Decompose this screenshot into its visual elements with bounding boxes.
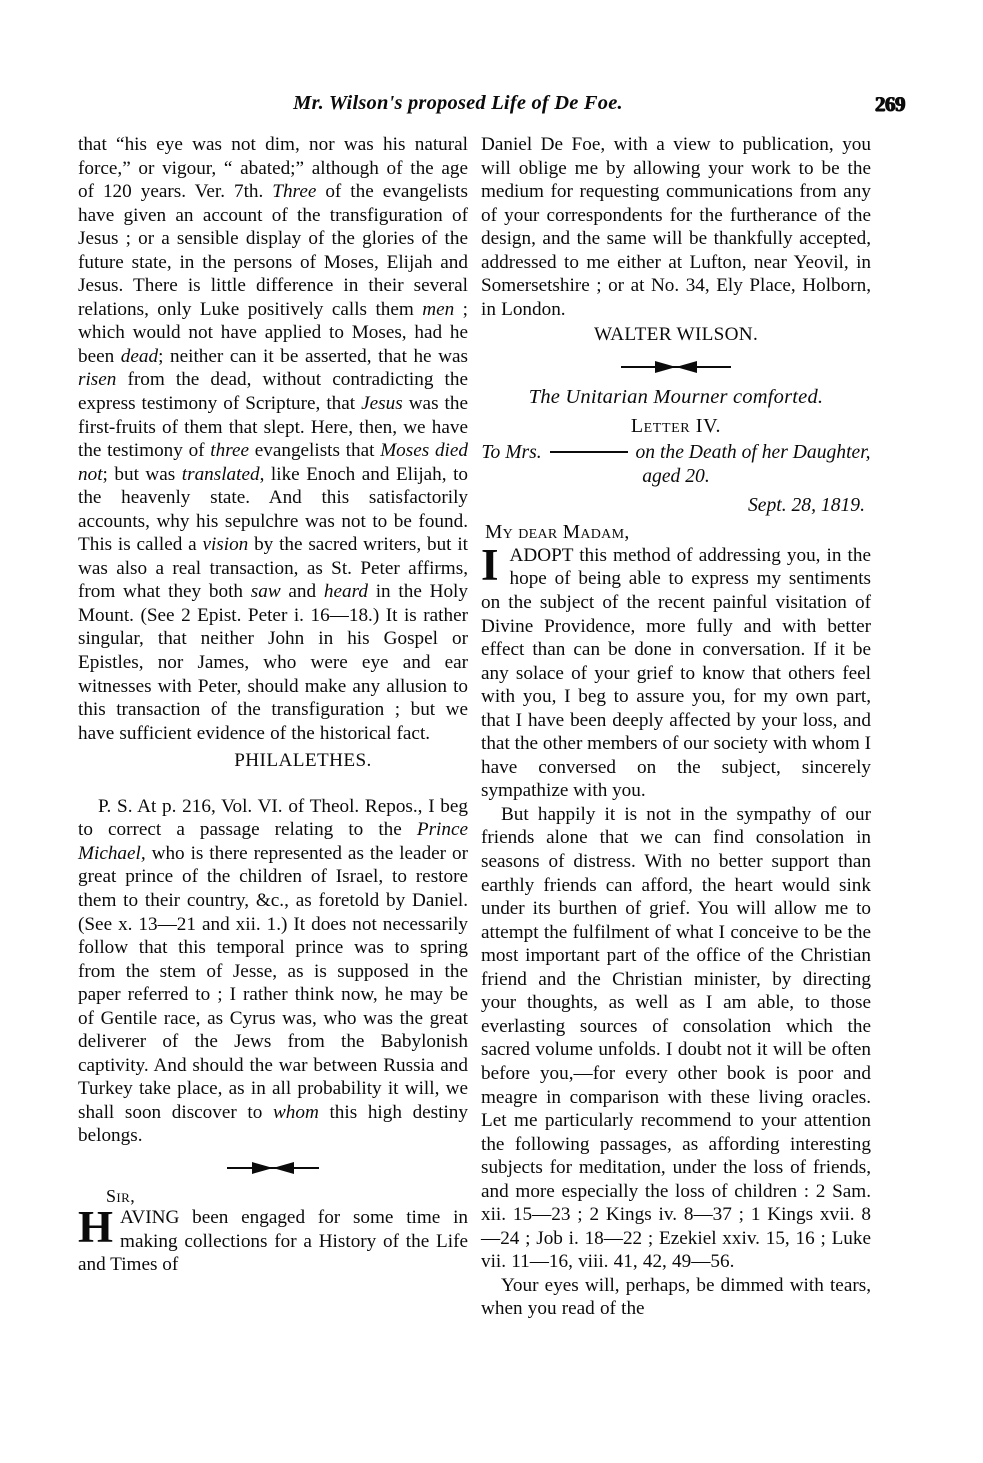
new-letter-caps: AVING xyxy=(120,1206,180,1228)
ps-italic-whom: whom xyxy=(272,1101,319,1123)
left-italic-vision: vision xyxy=(202,534,249,556)
left-text-k: and xyxy=(280,581,324,603)
article-title: The Unitarian Mourner comforted. xyxy=(528,385,824,408)
left-italic-jesus: Jesus xyxy=(361,393,403,415)
letter-number xyxy=(481,414,871,438)
page-number: 269 xyxy=(875,92,905,116)
divider-lozenge-right xyxy=(273,1162,294,1174)
running-head xyxy=(78,92,905,122)
sir-text: Sir, xyxy=(106,1185,136,1206)
left-italic-men: men xyxy=(422,298,455,320)
left-italic-heard: heard xyxy=(323,581,368,603)
addressee-line xyxy=(481,441,871,490)
left-italic-dead: dead xyxy=(120,345,159,367)
left-text-f: was the first-fruits of them that slept. Here, then, we have the testimony of xyxy=(78,393,468,462)
left-italic-three-2: three xyxy=(210,440,249,462)
new-letter-opening-paragraph xyxy=(78,1201,468,1277)
drop-cap-i: I xyxy=(481,539,499,590)
letter-paragraph-2: But happily it is not in the sympathy of our friends alone that we can find consolation in seasons of distress. With no better support than earthly friends can afford, the heart would sink under its burthen of grief. You will allow me to attempt the fulfilment of what I conceive to be the most important part of the office of the Christian friend and the Christian minister, by directing your thoughts, as well as I am able, to those everlasting sources of consolation which the sacred volume unfolds. I doubt not it will be often before you,—for every other book is poor and meagre in comparison with these living oracles. Let me particularly recommend to your attention the following passages, as affording interesting subjects for meditation, under the loss of friends, and more especially the loss of children : 2 Sam. xii. 15—23 ; 2 Kings iv. 8—37 ; 1 Kings xvii. 8—24 ; Job i. 18—22 ; Ezekiel xxiv. 15, 16 ; Luke vii. 11—16, viii. 41, 42, 49—56. xyxy=(481,803,871,1273)
section-divider-left xyxy=(78,1157,468,1179)
left-text-j: by the sacred writers, but it was also a real transaction, as St. Peter affirms, from what they both xyxy=(78,534,468,603)
letter-number-text: Letter IV. xyxy=(630,414,722,437)
left-text-e: from the dead, without contradicting the express testimony of Scripture, that xyxy=(78,369,468,415)
left-column xyxy=(78,133,468,1368)
left-text-c: ; which would not have applied to Moses, had he been xyxy=(78,298,469,367)
letter-salutation-sir xyxy=(78,1186,468,1206)
running-head-title: Mr. Wilson's proposed Life of De Foe. xyxy=(293,92,623,114)
new-letter-body: been engaged for some time in making collections for a History of the Life and Times of xyxy=(78,1206,468,1276)
addressee-after: on the Death of her Daughter, aged 20. xyxy=(630,441,871,488)
ps-italic-prince-michael: Prince Michael, xyxy=(78,819,468,864)
left-continued-paragraph xyxy=(78,133,468,745)
letter-date: Sept. 28, 1819. xyxy=(747,494,865,516)
letter-paragraph-1 xyxy=(481,539,871,803)
left-italic-translated: translated xyxy=(181,463,260,485)
letter-paragraph-1-body: this method of addressing you, in the hope of being able to express my sentiments on the subject of the recent painful visitation of Divine Providence, more fully and with better effect than can be done in conversation. If it be any solace of your grief to know that others feel with you, I beg to assure you, for my own part, that I have been deeply affected by your loss, and that the other members of our society with whom I have conversed on the subject, sincerely sympathize with you. xyxy=(481,544,871,802)
ps-text-c: this high destiny belongs. xyxy=(78,1101,468,1147)
right-continued-paragraph: Daniel De Foe, with a view to publication, you will oblige me by allowing your work to be the medium for requesting communications from any of your correspondents for the furtherance of the design, and the same will be thankfully accepted, addressed to me either at Lufton, near Yeovil, in Somersetshire ; or at No. 34, Ely Place, Holborn, in London. xyxy=(481,134,871,320)
postscript-paragraph xyxy=(78,795,468,1148)
left-text-a: that “his eye was not dim, nor was his natural force,” or vigour, “ abated;” although of the age of 120 years. Ver. 7th. xyxy=(78,134,468,203)
left-text-d: ; neither can it be asserted, that he was xyxy=(158,345,468,367)
left-italic-risen: risen xyxy=(78,369,117,391)
body-columns xyxy=(78,133,905,1368)
left-text-l: in the Holy Mount. (See 2 Epist. Peter i. 16—18.) It is rather singular, that neither John in his Gospel or Epistles, nor James, who were eye and ear witnesses with Peter, should make any allusion to this transaction of the transfiguration ; but we have sufficient evidence of the historical fact. xyxy=(78,581,468,744)
left-text-b: of the evangelists have given an account of the transfiguration of Jesus ; or a sensible display of the glories of the future state, in the persons of Moses, Elijah and Jesus. There is little difference in their several relations, only Luke positively calls them xyxy=(78,181,468,320)
left-text-g: evangelists that xyxy=(249,440,381,462)
ps-text-a: P. S. At p. 216, Vol. VI. of Theol. Repos., I beg to correct a passage relating to the xyxy=(78,795,468,841)
right-column xyxy=(481,133,871,1368)
left-text-h: ; but was xyxy=(102,463,182,485)
addressee-before: To Mrs. xyxy=(481,441,547,463)
divider-lozenge-left xyxy=(252,1162,273,1174)
right-signature: WALTER WILSON. xyxy=(593,324,759,346)
ps-text-b: who is there represented as the leader or great prince of the children of Israel, to restore them to their country, &c., as foretold by Daniel. (See x. 13—21 and xii. 1.) It does not necessarily follow that this temporal prince was to spring from the stem of Jesse, as is supposed in the paper referred to ; I rather think now, he may be of Gentile race, as Cyrus was, who was the great deliverer of the Jews from the Babylonish captivity. And should the war between Russia and Turkey take place, as in all probability it will, we shall soon discover to xyxy=(78,842,468,1123)
left-signature: PHILALETHES. xyxy=(234,750,372,772)
left-italic-saw: saw xyxy=(250,581,281,603)
section-divider-right xyxy=(481,356,871,378)
letter-opening-caps: ADOPT xyxy=(509,544,574,566)
salutation-text: My dear Madam, xyxy=(485,521,630,543)
letter-paragraph-3: Your eyes will, perhaps, be dimmed with tears, when you read of the xyxy=(481,1274,871,1320)
blank-name-rule xyxy=(550,451,628,453)
left-italic-three: Three xyxy=(272,181,317,203)
divider-lozenge-right xyxy=(676,361,697,373)
left-italic-moses-died-not: Moses died not xyxy=(78,440,468,485)
letter-salutation xyxy=(481,521,871,544)
left-text-i: , like Enoch and Elijah, to the heavenly state. And this satisfactorily accounts, why his sepulchre was not to be found. This is called a xyxy=(78,463,468,556)
drop-cap-h: H xyxy=(78,1201,114,1252)
divider-lozenge-left xyxy=(655,361,676,373)
